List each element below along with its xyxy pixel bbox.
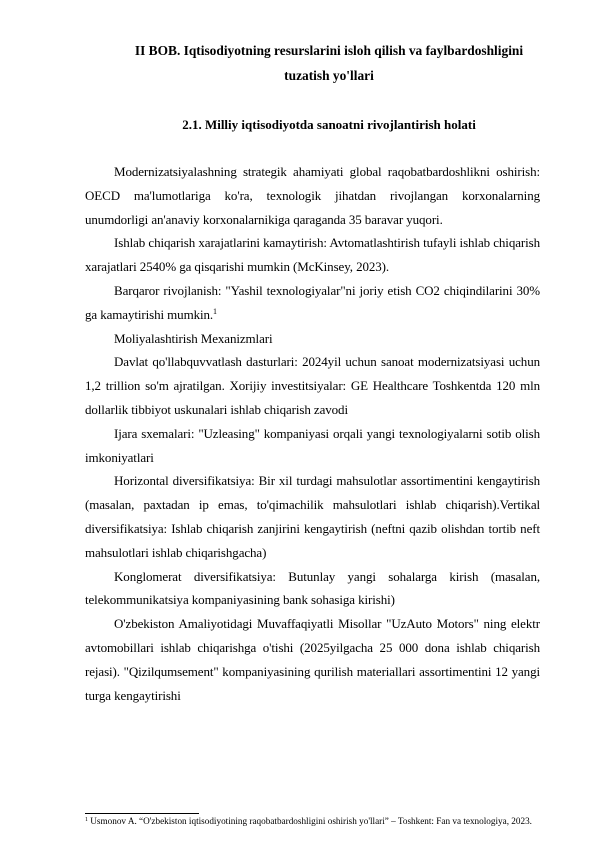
footnote bbox=[85, 815, 540, 828]
footnote-divider bbox=[85, 813, 199, 814]
footnote-marker: 1 bbox=[85, 817, 88, 823]
paragraph-diversification: Horizontal diversifikatsiya: Bir xil turdagi mahsulotlar assortimentini kengaytirish (masalan, paxtadan ip emas, to'qimachilik mahsulotlari ishlab chiqarish).Vertikal diversifikatsiya: Ishlab chiqarish zanjirini kengaytirish (neftni qazib olishdan tortib neft mahsulotlari ishlab chiqarishgacha) bbox=[85, 473, 540, 560]
paragraph-competitiveness: Modernizatsiyalashning strategik ahamiyati global raqobatbardoshlikni oshirish: OECD ma'lumotlariga ko'ra, texnologik jihatdan rivojlangan korxonalarning unumdorligi an'anaviy korxonalarnikiga qaraganda 35 baravar yuqori. bbox=[85, 164, 540, 227]
paragraph-leasing: Ijara sxemalari: "Uzleasing" kompaniyasi orqali yangi texnologiyalarni sotib olish imkoniyatlari bbox=[85, 425, 540, 465]
section-title: 2.1. Milliy iqtisodiyotda sanoatni rivojlantirish holati bbox=[182, 117, 476, 132]
footnote-text: Usmonov A. “O'zbekiston iqtisodiyotining raqobatbardoshligini oshirish yo'llari” – Toshkent: Fan va texnologiya, 2023. bbox=[90, 816, 532, 826]
paragraph-uzbekistan-examples: O'zbekiston Amaliyotidagi Muvaffaqiyatli Misollar "UzAuto Motors" ning elektr avtomobillari ishlab chiqarishga o'tishi (2025yilgacha 25 000 dona ishlab chiqarish rejasi). "Qizilqumsement" kompaniyasining qurilish materiallari assortimentini 12 yangi turga kengaytirishi bbox=[85, 616, 540, 703]
paragraph-sustainable-development-text: Barqaror rivojlanish: "Yashil texnologiyalar"ni joriy etish CO2 chiqindilarini 30% ga kamaytirishi mumkin. bbox=[85, 282, 540, 322]
paragraph-state-support: Davlat qo'llabquvvatlash dasturlari: 2024yil uchun sanoat modernizatsiyasi uchun 1,2 trillion so'm ajratilgan. Xorijiy investitsiyalar: GE Healthcare Toshkentda 120 mln dollarlik tibbiyot uskunalari ishlab chiqarish zavodi bbox=[85, 354, 540, 417]
chapter-title: II BOB. Iqtisodiyotning resurslarini isloh qilish va faylbardoshligini tuzatish yo'llari bbox=[134, 43, 524, 83]
body-text bbox=[85, 160, 540, 707]
paragraph-production-costs: Ishlab chiqarish xarajatlarini kamaytirish: Avtomatlashtirish tufayli ishlab chiqarish xarajatlari 2540% ga qisqarishi mumkin (McKinsey, 2023). bbox=[85, 235, 540, 275]
paragraph-financing-heading: Moliyalashtirish Mexanizmlari bbox=[114, 330, 273, 346]
footnote-reference: 1 bbox=[213, 306, 217, 316]
paragraph-sustainable-development bbox=[85, 279, 540, 327]
paragraph-conglomerate: Konglomerat diversifikatsiya: Butunlay yangi sohalarga kirish (masalan, telekommunikatsiya kompaniyasining bank sohasiga kirishi) bbox=[85, 568, 540, 608]
